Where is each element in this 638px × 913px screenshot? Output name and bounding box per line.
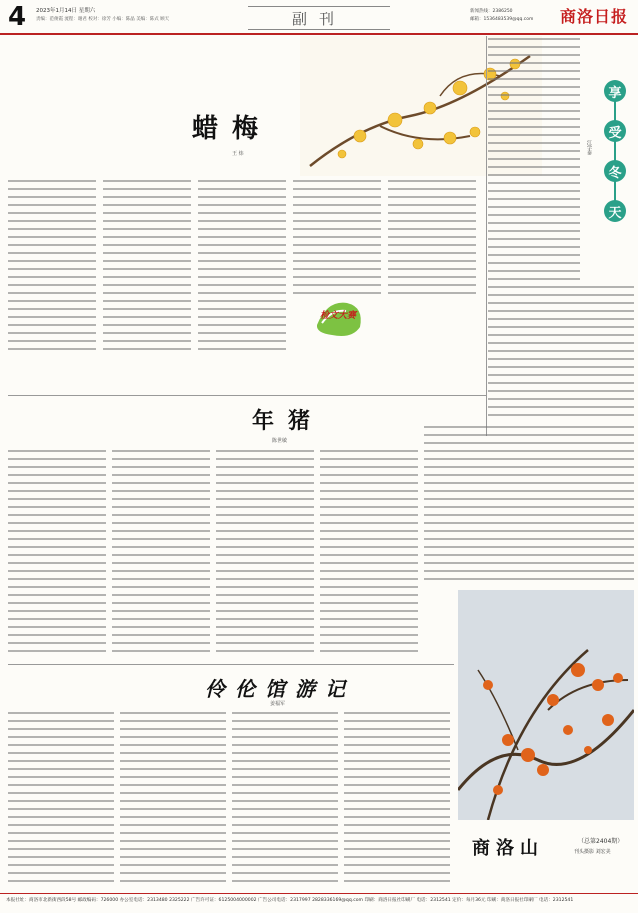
spring-column-1 xyxy=(488,38,580,282)
lunheng-column-4 xyxy=(344,712,450,888)
spring-article-author: 江学泰 xyxy=(586,140,592,155)
hotline: 新闻热线：2386250 xyxy=(470,9,513,14)
lunheng-column-3 xyxy=(232,712,338,888)
pig-article-author: 陈世敏 xyxy=(272,438,288,444)
plum-column-5 xyxy=(388,180,476,298)
title-char-3: 冬 xyxy=(604,160,626,182)
plum-column-3 xyxy=(198,180,286,350)
pig-article-title: 年猪 xyxy=(252,408,325,434)
editor-credits: 责编：范俊霞 流程：谢君 校对：徐芳 小编：陈晶 美编：陈式 顾天 xyxy=(36,17,170,22)
newspaper-logo: 商洛日报 xyxy=(560,7,629,26)
page-number: 4 xyxy=(8,2,27,32)
plum-column-4 xyxy=(293,180,381,298)
pig-column-1 xyxy=(8,450,106,658)
section-banner xyxy=(248,6,390,30)
pig-column-2 xyxy=(112,450,210,658)
persimmon-photo xyxy=(458,590,634,820)
spring-column-2 xyxy=(488,286,634,422)
footer-info: 本报社址：商洛市北新街西段58号 邮政编码：726000 办公室电话：2313480 2325222 广告许可证：6125004000002 广告公司电话：2317997 2828336169@qq.com 印刷：商洛日报社印刷厂 电话：2312541 定价：每月36元 印刷：商洛日报社印刷厂 电话：2312541 xyxy=(6,898,574,903)
title-char-1: 享 xyxy=(604,80,626,102)
section-divider-1 xyxy=(8,395,486,396)
section-divider-2 xyxy=(8,664,454,665)
footer-rule xyxy=(0,893,638,894)
email: 邮箱：1536483539@qq.com xyxy=(470,17,534,22)
shangluo-editor: 刊头摄影 刘宏美 xyxy=(574,849,611,855)
contest-badge-text: 检文大赛 xyxy=(320,311,357,321)
circle-connector xyxy=(614,100,616,204)
lunheng-article-title: 伶伦馆游记 xyxy=(205,677,355,701)
section-title: 副刊 xyxy=(291,9,346,28)
plum-column-1 xyxy=(8,180,96,350)
header-rule xyxy=(0,33,638,35)
lunheng-column-1 xyxy=(8,712,114,888)
shangluo-mountain-title: 商洛山 xyxy=(472,838,544,859)
pig-column-4 xyxy=(320,450,418,658)
issue-date: 2023年1月14日 星期六 xyxy=(36,8,96,14)
spring-column-3 xyxy=(424,426,634,586)
plum-column-2 xyxy=(103,180,191,350)
lunheng-article-author: 姜福军 xyxy=(270,701,286,707)
shangluo-issue-number: （总第2404期） xyxy=(578,838,624,845)
lunheng-column-2 xyxy=(120,712,226,888)
pig-column-3 xyxy=(216,450,314,658)
title-char-4: 天 xyxy=(604,200,626,222)
title-char-2: 受 xyxy=(604,120,626,142)
column-divider xyxy=(486,36,487,436)
plum-article-title: 蜡梅 xyxy=(192,114,273,144)
plum-article-author: 王 炜 xyxy=(232,151,244,157)
